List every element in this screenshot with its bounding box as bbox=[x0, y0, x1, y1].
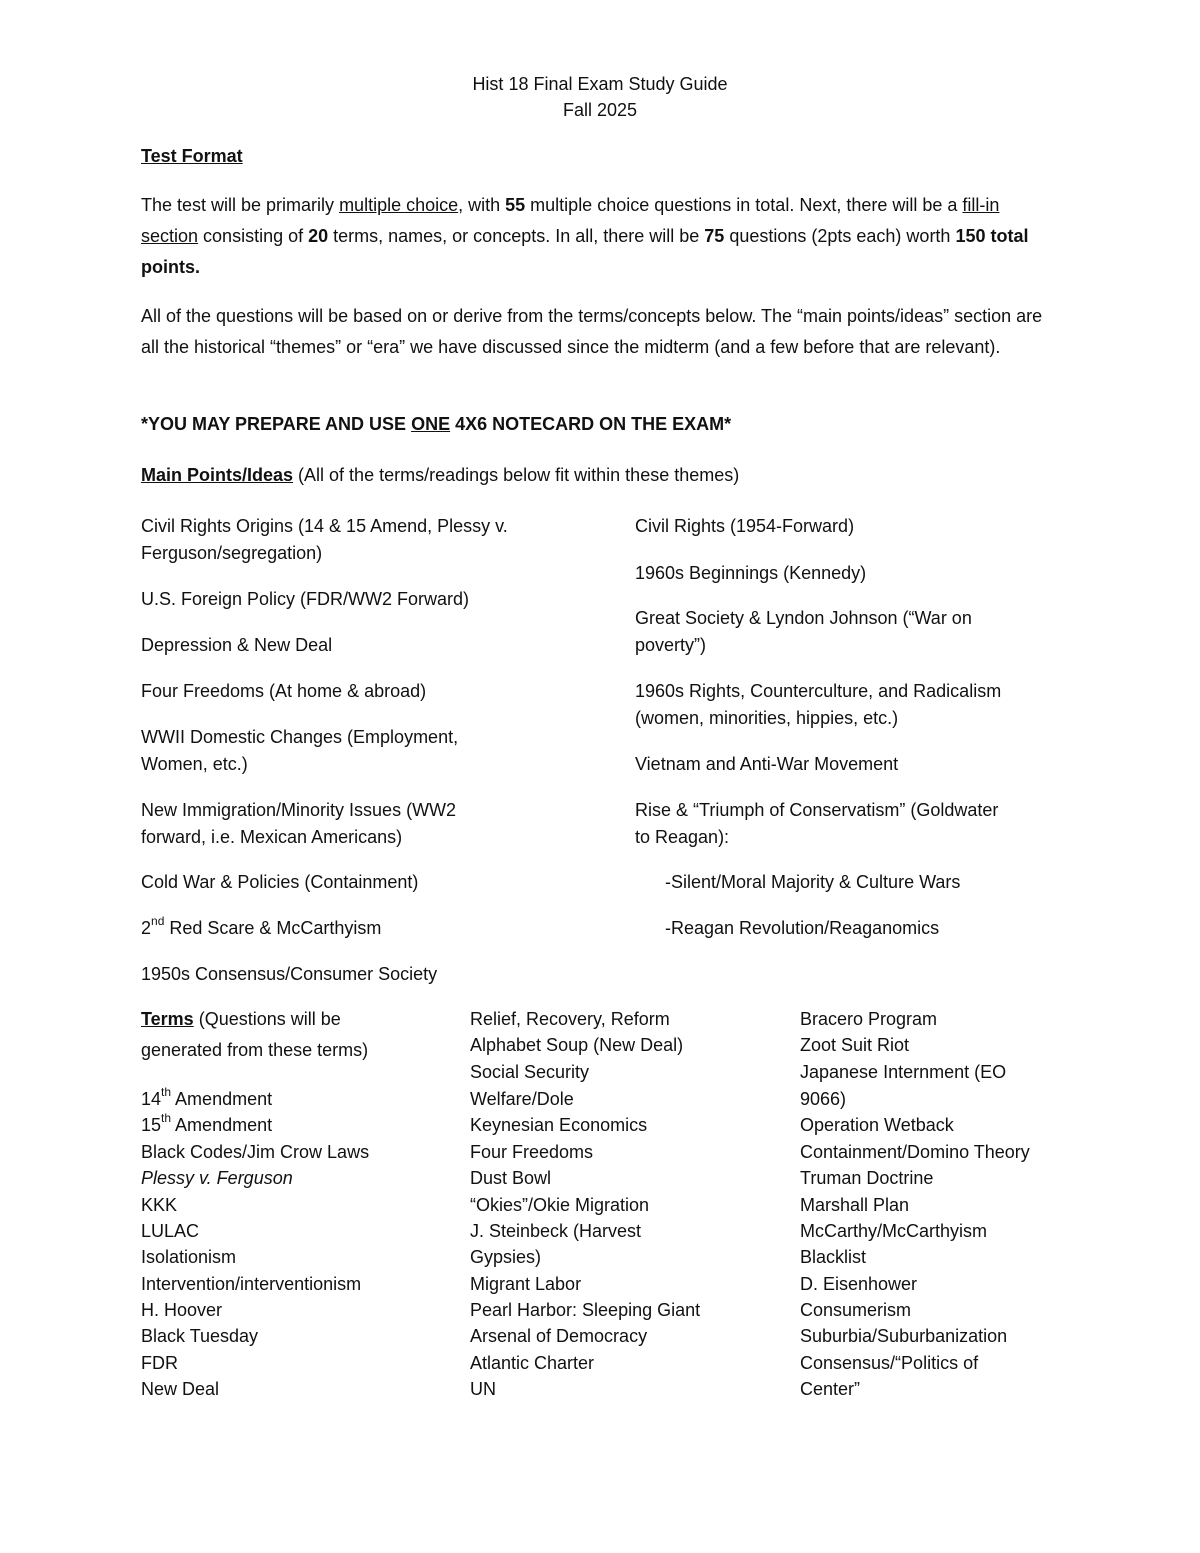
main-point-item: Women, etc.) bbox=[141, 754, 248, 774]
document-term: Fall 2025 bbox=[562, 100, 638, 120]
term-item: Consensus/“Politics of bbox=[800, 1353, 979, 1373]
term-item: Operation Wetback bbox=[800, 1115, 954, 1135]
terms-basis-paragraph: All of the questions will be based on or derive from the terms/concepts below. The “main points/ideas” section are all the historical “themes” or “era” we have discussed since the midterm (and a few before that are relevant). bbox=[141, 306, 1043, 357]
main-point-item: Vietnam and Anti-War Movement bbox=[635, 754, 899, 774]
main-point-item: forward, i.e. Mexican Americans) bbox=[141, 827, 403, 847]
term-item: Zoot Suit Riot bbox=[800, 1035, 910, 1055]
term-item: Dust Bowl bbox=[470, 1168, 552, 1188]
term-item: Four Freedoms bbox=[470, 1142, 594, 1162]
term-item: Migrant Labor bbox=[470, 1274, 582, 1294]
term-item: Marshall Plan bbox=[800, 1195, 910, 1215]
term-item: KKK bbox=[141, 1195, 178, 1215]
term-item: Truman Doctrine bbox=[800, 1168, 934, 1188]
main-point-item: 2nd Red Scare & McCarthyism bbox=[141, 914, 382, 938]
term-item: H. Hoover bbox=[141, 1300, 223, 1320]
main-point-subitem: -Silent/Moral Majority & Culture Wars bbox=[665, 872, 961, 892]
term-item: “Okies”/Okie Migration bbox=[470, 1195, 650, 1215]
test-format-heading: Test Format bbox=[141, 146, 243, 166]
term-item: Black Codes/Jim Crow Laws bbox=[141, 1142, 370, 1162]
term-item: FDR bbox=[141, 1353, 178, 1373]
term-item: Gypsies) bbox=[470, 1247, 542, 1267]
main-point-subitem: -Reagan Revolution/Reaganomics bbox=[665, 918, 940, 938]
term-item: Keynesian Economics bbox=[470, 1115, 648, 1135]
main-points-heading: Main Points/Ideas (All of the terms/readings below fit within these themes) bbox=[141, 465, 740, 485]
term-item: Suburbia/Suburbanization bbox=[800, 1326, 1008, 1346]
term-item: Intervention/interventionism bbox=[141, 1274, 362, 1294]
term-item: Containment/Domino Theory bbox=[800, 1142, 1030, 1162]
term-item: Alphabet Soup (New Deal) bbox=[470, 1035, 684, 1055]
term-item: Consumerism bbox=[800, 1300, 912, 1320]
document-title: Hist 18 Final Exam Study Guide bbox=[472, 74, 728, 94]
main-point-item: Rise & “Triumph of Conservatism” (Goldwater bbox=[635, 800, 999, 820]
term-item: 15th Amendment bbox=[141, 1111, 273, 1135]
main-point-item: (women, minorities, hippies, etc.) bbox=[635, 708, 899, 728]
notecard-notice: *YOU MAY PREPARE AND USE ONE 4X6 NOTECARD ON THE EXAM* bbox=[141, 414, 732, 434]
main-point-item: 1960s Beginnings (Kennedy) bbox=[635, 563, 867, 583]
term-item: New Deal bbox=[141, 1379, 220, 1399]
term-item: Black Tuesday bbox=[141, 1326, 259, 1346]
term-item: McCarthy/McCarthyism bbox=[800, 1221, 988, 1241]
main-point-item: Cold War & Policies (Containment) bbox=[141, 872, 419, 892]
terms-heading: Terms (Questions will be bbox=[141, 1009, 341, 1029]
term-item: Atlantic Charter bbox=[470, 1353, 595, 1373]
term-item: J. Steinbeck (Harvest bbox=[470, 1221, 642, 1241]
main-point-item: Ferguson/segregation) bbox=[141, 543, 323, 563]
main-point-item: Civil Rights (1954-Forward) bbox=[635, 516, 855, 536]
term-item: Welfare/Dole bbox=[470, 1089, 574, 1109]
term-item: Arsenal of Democracy bbox=[470, 1326, 648, 1346]
term-item: Plessy v. Ferguson bbox=[141, 1168, 293, 1188]
terms-subheading: generated from these terms) bbox=[141, 1040, 369, 1060]
term-item: Blacklist bbox=[800, 1247, 867, 1267]
term-item: Social Security bbox=[470, 1062, 590, 1082]
main-point-item: New Immigration/Minority Issues (WW2 bbox=[141, 800, 457, 820]
main-point-item: to Reagan): bbox=[635, 827, 730, 847]
main-point-item: WWII Domestic Changes (Employment, bbox=[141, 727, 459, 747]
term-item: Bracero Program bbox=[800, 1009, 938, 1029]
multiple-choice-underlined: multiple choice bbox=[339, 195, 459, 215]
term-item: D. Eisenhower bbox=[800, 1274, 918, 1294]
main-point-item: Civil Rights Origins (14 & 15 Amend, Plessy v. bbox=[141, 516, 508, 536]
term-item: Pearl Harbor: Sleeping Giant bbox=[470, 1300, 701, 1320]
term-item: Isolationism bbox=[141, 1247, 237, 1267]
term-item: 14th Amendment bbox=[141, 1085, 273, 1109]
main-point-item: 1950s Consensus/Consumer Society bbox=[141, 964, 438, 984]
main-point-item: Four Freedoms (At home & abroad) bbox=[141, 681, 427, 701]
main-point-item: U.S. Foreign Policy (FDR/WW2 Forward) bbox=[141, 589, 470, 609]
term-item: LULAC bbox=[141, 1221, 200, 1241]
main-point-item: Great Society & Lyndon Johnson (“War on bbox=[635, 608, 972, 628]
main-point-item: poverty”) bbox=[635, 635, 707, 655]
term-item: Japanese Internment (EO bbox=[800, 1062, 1007, 1082]
term-item: UN bbox=[470, 1379, 496, 1399]
main-point-item: 1960s Rights, Counterculture, and Radicalism bbox=[635, 681, 1002, 701]
term-item: Relief, Recovery, Reform bbox=[470, 1009, 670, 1029]
fill-in-section-underlined: fill-in section bbox=[141, 195, 1000, 246]
test-format-paragraph: The test will be primarily multiple choice, with 55 multiple choice questions in total. Next, there will be a fill-in section consisting of 20 terms, names, or concepts. In all, there will be 75 questions (2pts each) worth 150 total points. bbox=[141, 195, 1029, 277]
term-item: Center” bbox=[800, 1379, 861, 1399]
main-point-item: Depression & New Deal bbox=[141, 635, 333, 655]
term-item: 9066) bbox=[800, 1089, 847, 1109]
